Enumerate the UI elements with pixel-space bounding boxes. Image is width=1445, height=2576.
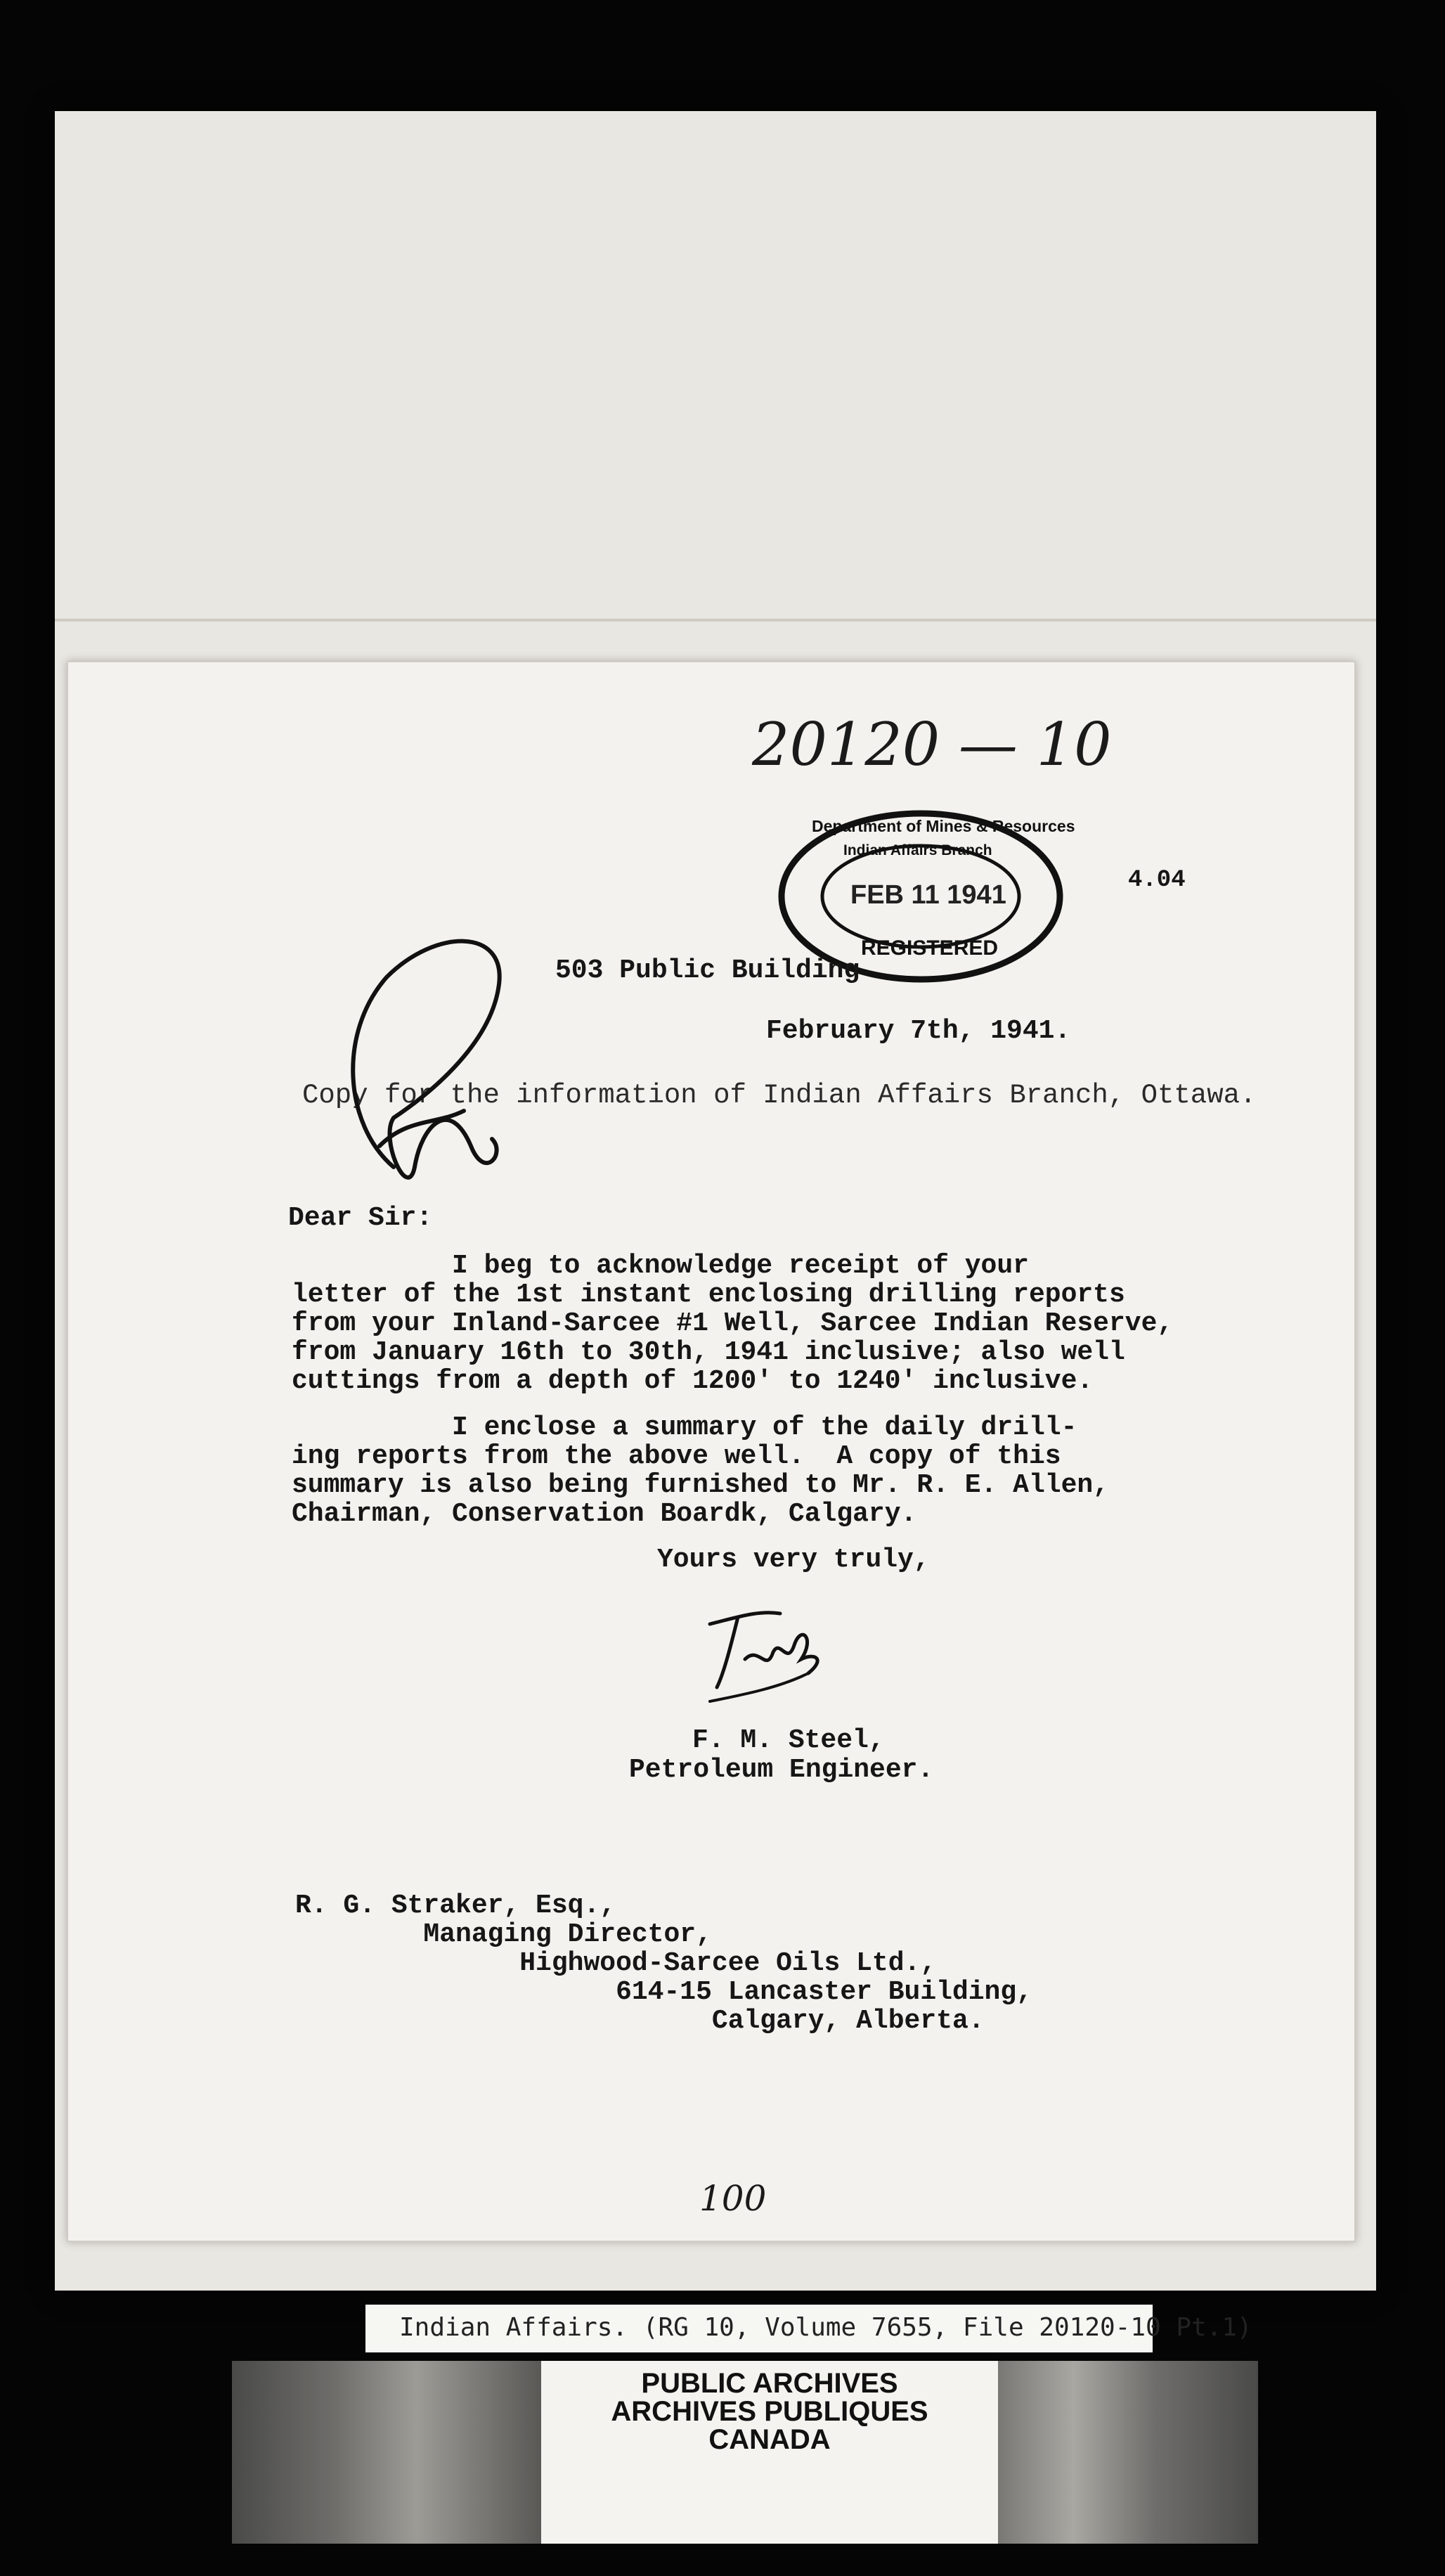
letter-date: February 7th, 1941. bbox=[766, 1016, 1071, 1046]
salutation: Dear Sir: bbox=[288, 1203, 433, 1233]
copy-note: Copy for the information of Indian Affairs Branch, Ottawa. bbox=[302, 1080, 1257, 1111]
fold-line bbox=[55, 619, 1376, 622]
code-number: 4.04 bbox=[1128, 867, 1186, 894]
stamp-status: REGISTERED bbox=[861, 936, 999, 960]
recipient-line-3: Highwood-Sarcee Oils Ltd., bbox=[295, 1948, 937, 1978]
signer-title: Petroleum Engineer. bbox=[629, 1755, 934, 1785]
body-line-5: cuttings from a depth of 1200' to 1240' inclusive. bbox=[292, 1366, 1094, 1396]
page-number: 100 bbox=[699, 2178, 767, 2219]
body-line-6: I enclose a summary of the daily drill- bbox=[292, 1412, 1077, 1443]
stamp-line2: Indian Affairs Branch bbox=[843, 842, 992, 858]
signer-name: F. M. Steel, bbox=[692, 1725, 885, 1756]
body-line-4: from January 16th to 30th, 1941 inclusive; also well bbox=[292, 1337, 1125, 1367]
stamp-date: FEB 11 1941 bbox=[850, 880, 1006, 910]
recipient-line-1: R. G. Straker, Esq., bbox=[295, 1891, 616, 1921]
recipient-line-5: Calgary, Alberta. bbox=[295, 2006, 985, 2036]
body-line-7: ing reports from the above well. A copy of this bbox=[292, 1441, 1061, 1471]
file-note: 20120 — 10 bbox=[752, 710, 1112, 779]
body-line-2: letter of the 1st instant enclosing drilling reports bbox=[292, 1280, 1125, 1310]
handwritten-initial-icon bbox=[330, 914, 527, 1216]
body-line-8: summary is also being furnished to Mr. R. E. Allen, bbox=[292, 1470, 1109, 1500]
reference-label: Indian Affairs. (RG 10, Volume 7655, File 20120-10 Pt.1) bbox=[399, 2313, 1252, 2342]
body-line-1: I beg to acknowledge receipt of your bbox=[292, 1251, 1029, 1281]
body-line-3: from your Inland-Sarcee #1 Well, Sarcee Indian Reserve, bbox=[292, 1308, 1174, 1339]
recipient-line-2: Managing Director, bbox=[295, 1919, 712, 1950]
stamp-line1: Department of Mines & Resources bbox=[812, 817, 1075, 835]
archives-line-1: PUBLIC ARCHIVES bbox=[641, 2368, 898, 2399]
archives-line-2: ARCHIVES PUBLIQUES bbox=[611, 2396, 928, 2427]
letter-address: 503 Public Building bbox=[555, 955, 860, 986]
archives-line-3: CANADA bbox=[708, 2424, 831, 2455]
recipient-line-4: 614-15 Lancaster Building, bbox=[295, 1977, 1032, 2007]
closing: Yours very truly, bbox=[657, 1545, 930, 1575]
signature-icon bbox=[696, 1596, 836, 1715]
body-line-9: Chairman, Conservation Boardk, Calgary. bbox=[292, 1499, 917, 1529]
